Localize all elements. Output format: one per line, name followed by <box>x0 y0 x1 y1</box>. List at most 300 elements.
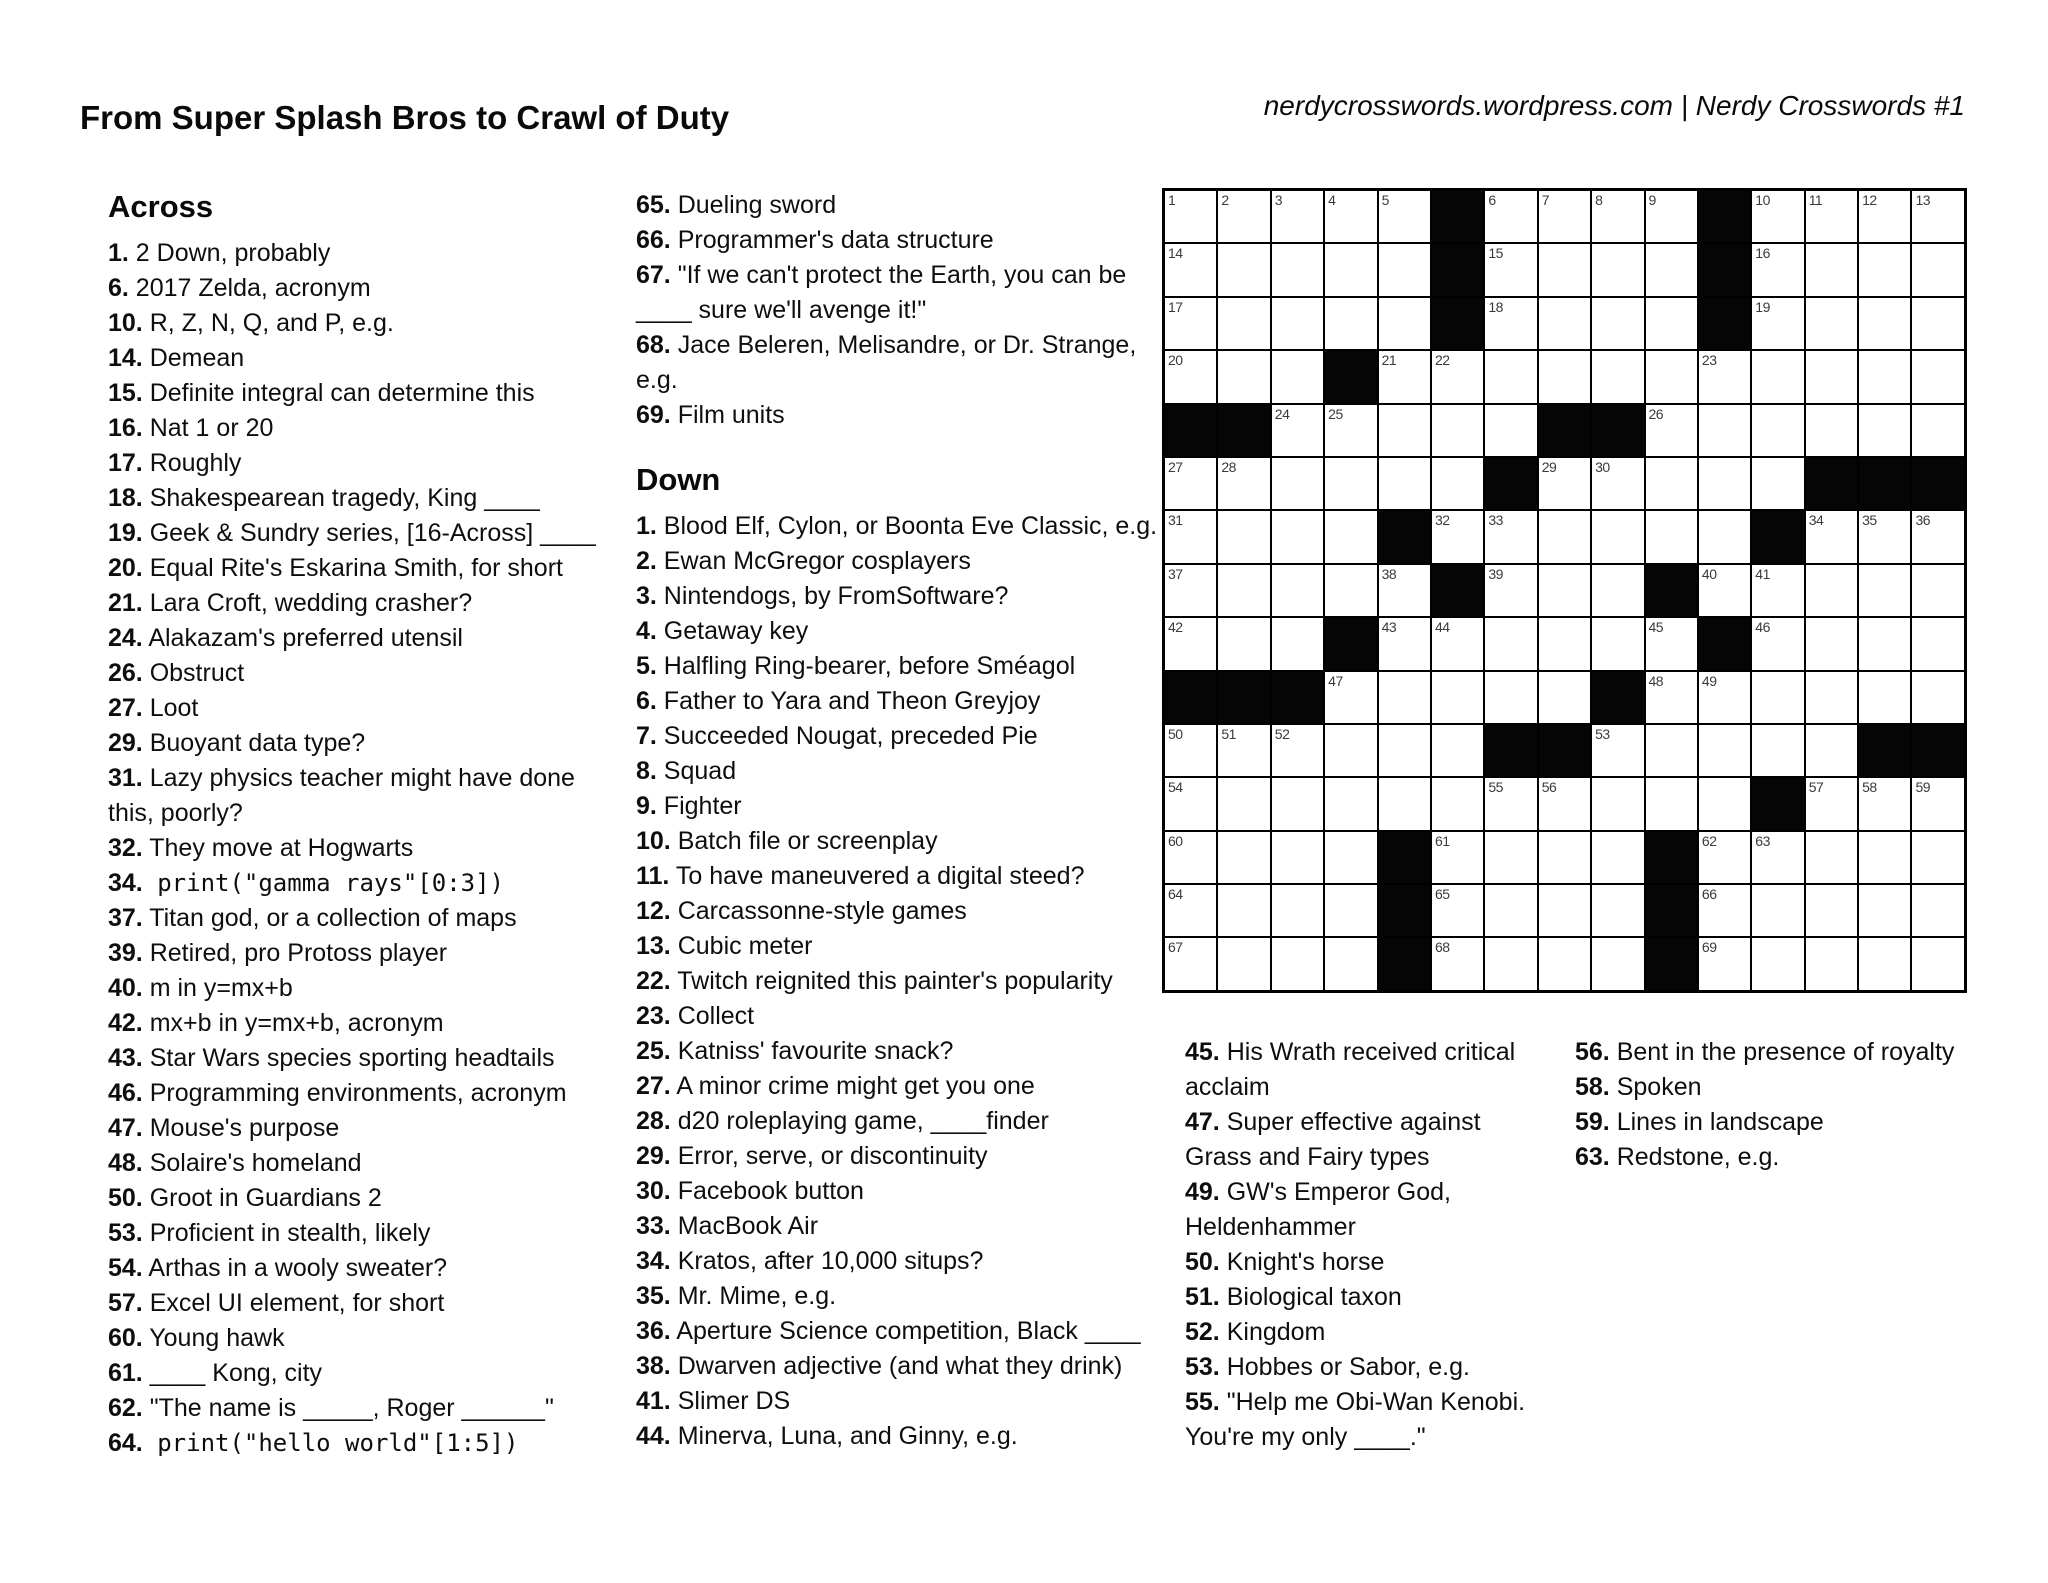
cell-number: 20 <box>1168 352 1183 369</box>
grid-cell[interactable] <box>1646 618 1697 669</box>
clue-text: His Wrath received critical <box>1219 1038 1516 1066</box>
clue-down-8 <box>636 754 1176 789</box>
grid-cell[interactable] <box>1325 938 1376 989</box>
cell-number: 66 <box>1701 886 1717 903</box>
grid-cell[interactable] <box>1379 244 1430 295</box>
grid-cell[interactable] <box>1646 778 1697 829</box>
grid-cell[interactable] <box>1806 778 1857 829</box>
grid-cell[interactable] <box>1912 832 1963 883</box>
grid-cell[interactable] <box>1752 565 1803 616</box>
grid-cell[interactable] <box>1806 405 1857 456</box>
cell-number: 67 <box>1168 939 1183 956</box>
clue-number: 24. <box>108 624 143 652</box>
grid-cell[interactable] <box>1912 672 1963 723</box>
grid-block-cell <box>1646 832 1697 883</box>
puzzle-title: From Super Splash Bros to Crawl of Duty <box>80 99 730 137</box>
grid-cell[interactable] <box>1165 832 1216 883</box>
grid-cell[interactable] <box>1325 298 1376 349</box>
grid-cell[interactable] <box>1218 458 1269 509</box>
grid-cell[interactable] <box>1539 565 1590 616</box>
clue-number: 8. <box>636 757 657 785</box>
grid-cell[interactable] <box>1752 351 1803 402</box>
grid-cell[interactable] <box>1539 458 1590 509</box>
grid-cell[interactable] <box>1432 725 1483 776</box>
clue-number: 33. <box>636 1212 671 1240</box>
clue-down-29 <box>636 1139 1176 1174</box>
clue-number: 52. <box>1185 1318 1220 1346</box>
grid-cell[interactable] <box>1432 778 1483 829</box>
clue-across-69 <box>636 398 1176 433</box>
clue-number: 18. <box>108 484 143 512</box>
grid-cell[interactable] <box>1379 618 1430 669</box>
grid-cell[interactable] <box>1485 672 1536 723</box>
grid-cell[interactable] <box>1218 885 1269 936</box>
grid-cell[interactable] <box>1592 832 1643 883</box>
cell-number: 30 <box>1595 458 1610 475</box>
grid-cell[interactable] <box>1485 832 1536 883</box>
cell-number: 19 <box>1755 298 1770 315</box>
grid-cell[interactable] <box>1859 938 1910 989</box>
grid-cell[interactable] <box>1592 725 1643 776</box>
cell-number: 26 <box>1648 405 1664 422</box>
clue-text: Lazy physics teacher might have done <box>142 764 575 792</box>
cell-number: 35 <box>1862 512 1877 529</box>
cell-number: 23 <box>1701 352 1717 369</box>
grid-cell[interactable] <box>1485 778 1536 829</box>
grid-cell[interactable] <box>1592 458 1643 509</box>
grid-cell[interactable] <box>1912 938 1963 989</box>
clue-text: Equal Rite's Eskarina Smith, for short <box>142 554 563 582</box>
grid-cell[interactable] <box>1165 458 1216 509</box>
clue-across-20 <box>108 551 628 586</box>
grid-block-cell <box>1379 938 1430 989</box>
grid-cell[interactable] <box>1752 832 1803 883</box>
grid-cell[interactable] <box>1165 778 1216 829</box>
grid-cell[interactable] <box>1539 938 1590 989</box>
grid-cell[interactable] <box>1272 832 1323 883</box>
grid-cell[interactable] <box>1485 191 1536 242</box>
clue-across-65 <box>636 188 1176 223</box>
grid-cell[interactable] <box>1379 351 1430 402</box>
grid-cell[interactable] <box>1272 565 1323 616</box>
grid-cell[interactable] <box>1272 778 1323 829</box>
grid-cell[interactable] <box>1752 458 1803 509</box>
grid-cell[interactable] <box>1165 885 1216 936</box>
grid-cell[interactable] <box>1432 885 1483 936</box>
clue-number: 60. <box>108 1324 143 1352</box>
cell-number: 9 <box>1648 192 1656 208</box>
grid-cell[interactable] <box>1272 405 1323 456</box>
grid-cell[interactable] <box>1592 298 1643 349</box>
grid-cell[interactable] <box>1806 938 1857 989</box>
grid-cell[interactable] <box>1432 511 1483 562</box>
grid-cell[interactable] <box>1325 511 1376 562</box>
clue-number: 15. <box>108 379 143 407</box>
grid-cell[interactable] <box>1432 351 1483 402</box>
grid-cell[interactable] <box>1646 672 1697 723</box>
clue-across-47 <box>108 1111 628 1146</box>
grid-cell[interactable] <box>1806 298 1857 349</box>
clue-across-1 <box>108 236 628 271</box>
clue-across-16 <box>108 411 628 446</box>
cell-number: 13 <box>1915 192 1931 208</box>
grid-cell[interactable] <box>1272 885 1323 936</box>
grid-cell[interactable] <box>1432 618 1483 669</box>
grid-cell[interactable] <box>1592 778 1643 829</box>
clue-across-64 <box>108 1426 628 1461</box>
grid-cell[interactable] <box>1432 832 1483 883</box>
grid-block-cell <box>1699 244 1750 295</box>
grid-cell[interactable] <box>1272 725 1323 776</box>
grid-cell[interactable] <box>1592 511 1643 562</box>
clue-number: 25. <box>636 1037 671 1065</box>
grid-cell[interactable] <box>1165 298 1216 349</box>
grid-cell[interactable] <box>1592 351 1643 402</box>
grid-cell[interactable] <box>1165 244 1216 295</box>
clue-text: Film units <box>670 401 785 429</box>
grid-cell[interactable] <box>1379 725 1430 776</box>
grid-cell[interactable] <box>1218 832 1269 883</box>
grid-cell[interactable] <box>1752 672 1803 723</box>
grid-cell[interactable] <box>1859 405 1910 456</box>
grid-cell[interactable] <box>1272 298 1323 349</box>
clue-number: 44. <box>636 1422 671 1450</box>
grid-block-cell <box>1379 885 1430 936</box>
grid-block-cell <box>1752 511 1803 562</box>
grid-cell[interactable] <box>1218 938 1269 989</box>
grid-cell[interactable] <box>1539 191 1590 242</box>
grid-cell[interactable] <box>1379 565 1430 616</box>
grid-cell[interactable] <box>1218 725 1269 776</box>
grid-cell[interactable] <box>1539 244 1590 295</box>
clue-number: 55. <box>1185 1388 1220 1416</box>
grid-cell[interactable] <box>1379 778 1430 829</box>
grid-cell[interactable] <box>1699 565 1750 616</box>
grid-cell[interactable] <box>1859 511 1910 562</box>
clue-number: 22. <box>636 967 671 995</box>
clue-text: Squad <box>656 757 737 785</box>
grid-cell[interactable] <box>1539 885 1590 936</box>
clue-across-31 <box>108 761 628 831</box>
grid-cell[interactable] <box>1325 672 1376 723</box>
grid-cell[interactable] <box>1859 885 1910 936</box>
clue-number: 42. <box>108 1009 143 1037</box>
grid-cell[interactable] <box>1272 191 1323 242</box>
grid-cell[interactable] <box>1272 351 1323 402</box>
grid-cell[interactable] <box>1806 511 1857 562</box>
grid-cell[interactable] <box>1592 618 1643 669</box>
clue-text: d20 roleplaying game, ____finder <box>670 1107 1049 1135</box>
clue-down-36 <box>636 1314 1176 1349</box>
grid-cell[interactable] <box>1592 938 1643 989</box>
grid-cell[interactable] <box>1752 298 1803 349</box>
grid-cell[interactable] <box>1165 618 1216 669</box>
grid-cell[interactable] <box>1699 458 1750 509</box>
clue-number: 9. <box>636 792 657 820</box>
grid-cell[interactable] <box>1325 191 1376 242</box>
cell-number: 1 <box>1168 192 1176 208</box>
clue-down-13 <box>636 929 1176 964</box>
grid-cell[interactable] <box>1272 511 1323 562</box>
grid-cell[interactable] <box>1539 511 1590 562</box>
clue-down-4 <box>636 614 1176 649</box>
grid-cell[interactable] <box>1165 191 1216 242</box>
grid-cell[interactable] <box>1379 405 1430 456</box>
grid-cell[interactable] <box>1646 405 1697 456</box>
grid-cell[interactable] <box>1859 351 1910 402</box>
cell-number: 32 <box>1434 512 1450 529</box>
cell-number: 45 <box>1648 619 1664 636</box>
cell-number: 14 <box>1168 245 1183 262</box>
clue-text: Programmer's data structure <box>670 226 994 254</box>
grid-cell[interactable] <box>1325 405 1376 456</box>
clue-text: Error, serve, or discontinuity <box>670 1142 988 1170</box>
grid-cell[interactable] <box>1539 298 1590 349</box>
grid-cell[interactable] <box>1806 618 1857 669</box>
grid-cell[interactable] <box>1218 298 1269 349</box>
grid-cell[interactable] <box>1752 244 1803 295</box>
grid-cell[interactable] <box>1485 244 1536 295</box>
grid-cell[interactable] <box>1646 458 1697 509</box>
grid-cell[interactable] <box>1218 191 1269 242</box>
grid-cell[interactable] <box>1485 938 1536 989</box>
grid-cell[interactable] <box>1806 885 1857 936</box>
grid-cell[interactable] <box>1379 298 1430 349</box>
clue-text: Dueling sword <box>670 191 837 219</box>
grid-cell[interactable] <box>1859 565 1910 616</box>
grid-cell[interactable] <box>1859 191 1910 242</box>
clue-across-62 <box>108 1391 628 1426</box>
grid-cell[interactable] <box>1646 244 1697 295</box>
grid-block-cell <box>1432 244 1483 295</box>
clue-number: 53. <box>108 1219 143 1247</box>
clue-number: 54. <box>108 1254 143 1282</box>
cell-number: 18 <box>1488 298 1503 315</box>
grid-cell[interactable] <box>1912 405 1963 456</box>
clue-text: Katniss' favourite snack? <box>670 1037 954 1065</box>
grid-cell[interactable] <box>1699 778 1750 829</box>
grid-cell[interactable] <box>1165 351 1216 402</box>
clue-across-53 <box>108 1216 628 1251</box>
grid-cell[interactable] <box>1592 191 1643 242</box>
clue-across-50 <box>108 1181 628 1216</box>
grid-cell[interactable] <box>1539 832 1590 883</box>
grid-cell[interactable] <box>1752 725 1803 776</box>
clue-text: A minor crime might get you one <box>670 1072 1035 1100</box>
cell-number: 65 <box>1434 886 1450 903</box>
grid-cell[interactable] <box>1165 725 1216 776</box>
grid-cell[interactable] <box>1699 351 1750 402</box>
clue-number: 69. <box>636 401 671 429</box>
grid-cell[interactable] <box>1485 565 1536 616</box>
grid-cell[interactable] <box>1485 405 1536 456</box>
grid-cell[interactable] <box>1912 618 1963 669</box>
grid-cell[interactable] <box>1325 885 1376 936</box>
clue-down-38 <box>636 1349 1176 1384</box>
clue-across-29 <box>108 726 628 761</box>
clue-text: Twitch reignited this painter's popularity <box>670 967 1113 995</box>
grid-cell[interactable] <box>1379 458 1430 509</box>
grid-cell[interactable] <box>1325 778 1376 829</box>
grid-cell[interactable] <box>1218 778 1269 829</box>
grid-cell[interactable] <box>1752 191 1803 242</box>
grid-cell[interactable] <box>1806 244 1857 295</box>
grid-cell[interactable] <box>1592 244 1643 295</box>
grid-cell[interactable] <box>1272 244 1323 295</box>
grid-cell[interactable] <box>1272 938 1323 989</box>
clue-text: Facebook button <box>670 1177 864 1205</box>
grid-cell[interactable] <box>1432 405 1483 456</box>
clue-text: Dwarven adjective (and what they drink) <box>670 1352 1123 1380</box>
grid-cell[interactable] <box>1752 938 1803 989</box>
grid-cell[interactable] <box>1752 405 1803 456</box>
grid-block-cell <box>1646 938 1697 989</box>
grid-cell[interactable] <box>1752 618 1803 669</box>
cell-number: 63 <box>1755 832 1770 849</box>
grid-cell[interactable] <box>1646 511 1697 562</box>
clue-text: ____ Kong, city <box>142 1359 323 1387</box>
cell-number: 56 <box>1541 779 1557 796</box>
clue-down-50 <box>1185 1245 1575 1280</box>
grid-cell[interactable] <box>1912 778 1963 829</box>
clue-number: 2. <box>636 547 657 575</box>
grid-cell[interactable] <box>1325 725 1376 776</box>
grid-cell[interactable] <box>1165 938 1216 989</box>
grid-cell[interactable] <box>1806 351 1857 402</box>
cell-number: 21 <box>1381 352 1397 369</box>
clue-number: 29. <box>108 729 143 757</box>
grid-cell[interactable] <box>1859 672 1910 723</box>
grid-cell[interactable] <box>1592 885 1643 936</box>
clue-number: 34. <box>108 869 143 897</box>
clue-number: 19. <box>108 519 143 547</box>
grid-cell[interactable] <box>1539 672 1590 723</box>
grid-cell[interactable] <box>1218 351 1269 402</box>
grid-cell[interactable] <box>1218 565 1269 616</box>
grid-block-cell <box>1325 351 1376 402</box>
grid-cell[interactable] <box>1432 938 1483 989</box>
clue-number: 63. <box>1575 1143 1610 1171</box>
grid-cell[interactable] <box>1699 672 1750 723</box>
grid-cell[interactable] <box>1485 618 1536 669</box>
grid-cell[interactable] <box>1699 832 1750 883</box>
grid-cell[interactable] <box>1272 458 1323 509</box>
clue-number: 38. <box>636 1352 671 1380</box>
clue-text: Blood Elf, Cylon, or Boonta Eve Classic, e.g. <box>656 512 1158 540</box>
grid-cell[interactable] <box>1218 618 1269 669</box>
grid-cell[interactable] <box>1165 511 1216 562</box>
grid-cell[interactable] <box>1912 565 1963 616</box>
grid-cell[interactable] <box>1699 938 1750 989</box>
grid-cell[interactable] <box>1699 405 1750 456</box>
grid-block-cell <box>1752 778 1803 829</box>
grid-block-cell <box>1592 405 1643 456</box>
clue-number: 43. <box>108 1044 143 1072</box>
grid-cell[interactable] <box>1859 244 1910 295</box>
grid-cell[interactable] <box>1325 244 1376 295</box>
grid-cell[interactable] <box>1806 832 1857 883</box>
grid-cell[interactable] <box>1806 191 1857 242</box>
clue-number: 27. <box>108 694 143 722</box>
grid-cell[interactable] <box>1218 511 1269 562</box>
grid-cell[interactable] <box>1646 298 1697 349</box>
clue-number: 5. <box>636 652 657 680</box>
grid-cell[interactable] <box>1806 672 1857 723</box>
grid-cell[interactable] <box>1699 511 1750 562</box>
grid-cell[interactable] <box>1539 351 1590 402</box>
grid-cell[interactable] <box>1912 351 1963 402</box>
grid-cell[interactable] <box>1859 778 1910 829</box>
clue-number: 40. <box>108 974 143 1002</box>
grid-cell[interactable] <box>1485 351 1536 402</box>
grid-cell[interactable] <box>1859 298 1910 349</box>
clue-text: Shakespearean tragedy, King ____ <box>142 484 540 512</box>
grid-cell[interactable] <box>1165 565 1216 616</box>
grid-cell[interactable] <box>1432 458 1483 509</box>
clue-text: Young hawk <box>142 1324 285 1352</box>
grid-cell[interactable] <box>1432 672 1483 723</box>
clue-across-48 <box>108 1146 628 1181</box>
grid-cell[interactable] <box>1379 191 1430 242</box>
grid-cell[interactable] <box>1912 244 1963 295</box>
cell-number: 33 <box>1488 512 1503 529</box>
grid-cell[interactable] <box>1806 725 1857 776</box>
grid-cell[interactable] <box>1806 565 1857 616</box>
clue-down-23 <box>636 999 1176 1034</box>
grid-cell[interactable] <box>1859 832 1910 883</box>
grid-cell[interactable] <box>1485 885 1536 936</box>
cell-number: 12 <box>1862 192 1877 208</box>
grid-block-cell <box>1646 885 1697 936</box>
grid-cell[interactable] <box>1325 565 1376 616</box>
grid-cell[interactable] <box>1379 672 1430 723</box>
clue-number: 59. <box>1575 1108 1610 1136</box>
clue-across-14 <box>108 341 628 376</box>
grid-cell[interactable] <box>1325 832 1376 883</box>
clue-text: Getaway key <box>656 617 809 645</box>
clue-number: 17. <box>108 449 143 477</box>
grid-cell[interactable] <box>1646 725 1697 776</box>
clue-number: 49. <box>1185 1178 1220 1206</box>
clue-number: 1. <box>636 512 657 540</box>
grid-cell[interactable] <box>1218 244 1269 295</box>
grid-cell[interactable] <box>1272 618 1323 669</box>
grid-cell[interactable] <box>1646 191 1697 242</box>
grid-cell[interactable] <box>1646 351 1697 402</box>
grid-cell[interactable] <box>1539 778 1590 829</box>
grid-block-cell <box>1218 672 1269 723</box>
clue-across-26 <box>108 656 628 691</box>
grid-cell[interactable] <box>1912 191 1963 242</box>
grid-cell[interactable] <box>1699 885 1750 936</box>
grid-cell[interactable] <box>1699 725 1750 776</box>
grid-block-cell <box>1432 191 1483 242</box>
grid-cell[interactable] <box>1592 565 1643 616</box>
grid-cell[interactable] <box>1912 298 1963 349</box>
cell-number: 6 <box>1488 192 1496 208</box>
grid-cell[interactable] <box>1912 511 1963 562</box>
grid-cell[interactable] <box>1539 618 1590 669</box>
grid-cell[interactable] <box>1485 511 1536 562</box>
clue-text: Biological taxon <box>1219 1283 1402 1311</box>
clue-number: 51. <box>1185 1283 1220 1311</box>
grid-block-cell <box>1379 511 1430 562</box>
grid-cell[interactable] <box>1325 458 1376 509</box>
grid-cell[interactable] <box>1859 618 1910 669</box>
grid-cell[interactable] <box>1485 298 1536 349</box>
grid-cell[interactable] <box>1912 885 1963 936</box>
grid-cell[interactable] <box>1752 885 1803 936</box>
